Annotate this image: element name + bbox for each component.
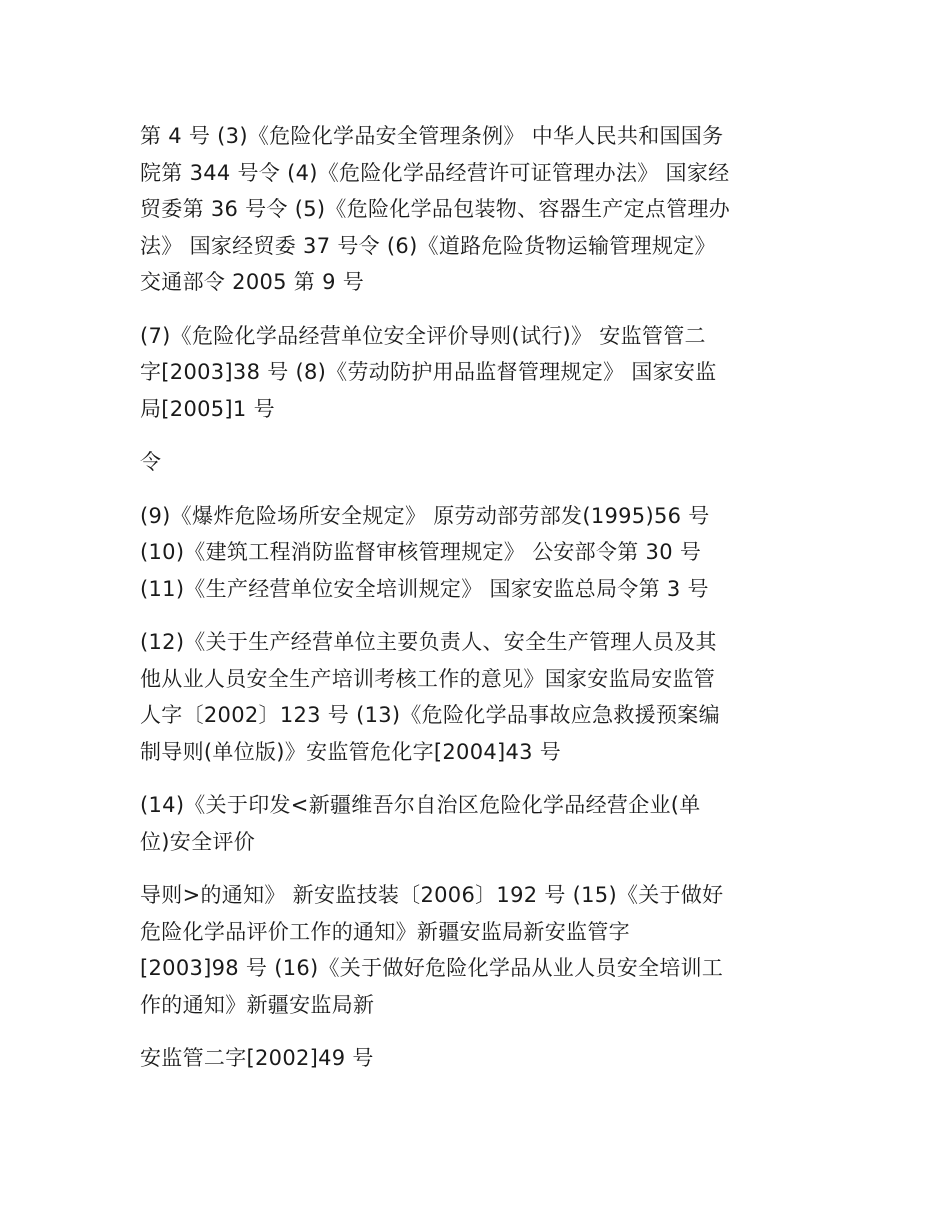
text-line: 制导则(单位版)》安监管危化字[2004]43 号 bbox=[140, 739, 562, 764]
text-line: (12)《关于生产经营单位主要负责人、安全生产管理人员及其 bbox=[140, 630, 717, 654]
text-line: 他从业人员安全生产培训考核工作的意见》国家安监局安监管 bbox=[140, 666, 716, 691]
text-line: 法》 国家经贸委 37 号令 (6)《道路危险货物运输管理规定》 bbox=[140, 233, 716, 258]
text-line: 交通部令 2005 第 9 号 bbox=[140, 270, 365, 294]
text-line: (10)《建筑工程消防监督审核管理规定》 公安部令第 30 号 bbox=[140, 540, 702, 564]
text-line: 人字〔2002〕123 号 (13)《危险化学品事故应急救援预案编 bbox=[140, 703, 720, 727]
text-line: 字[2003]38 号 (8)《劳动防护用品监督管理规定》 国家安监 bbox=[140, 360, 717, 384]
text-line: 局[2005]1 号 bbox=[140, 396, 275, 421]
paragraph-regulations-9-11 bbox=[140, 498, 820, 608]
paragraph-regulation-14 bbox=[140, 787, 820, 860]
text-line: 位)安全评价 bbox=[140, 829, 255, 854]
text-line: 安监管二字[2002]49 号 bbox=[140, 1046, 374, 1070]
paragraph-regulations-12-13 bbox=[140, 624, 820, 770]
paragraph-regulations-3-6 bbox=[140, 118, 820, 301]
paragraph-fragment-ling bbox=[140, 444, 820, 481]
text-line: 作的通知》新疆安监局新 bbox=[140, 992, 375, 1017]
text-line: (11)《生产经营单位安全培训规定》 国家安监总局令第 3 号 bbox=[140, 576, 709, 601]
text-line: 令 bbox=[140, 450, 162, 474]
document-body bbox=[140, 118, 820, 1094]
text-line: 贸委第 36 号令 (5)《危险化学品包装物、容器生产定点管理办 bbox=[140, 197, 731, 221]
paragraph-final-reference bbox=[140, 1040, 820, 1077]
text-line: (14)《关于印发<新疆维吾尔自治区危险化学品经营企业(单 bbox=[140, 793, 701, 817]
paragraph-regulations-15-16 bbox=[140, 877, 820, 1023]
paragraph-regulations-7-8 bbox=[140, 318, 820, 428]
text-line: (7)《危险化学品经营单位安全评价导则(试行)》 安监管管二 bbox=[140, 323, 706, 348]
text-line: 导则>的通知》 新安监技装〔2006〕192 号 (15)《关于做好 bbox=[140, 883, 724, 907]
text-line: 危险化学品评价工作的通知》新疆安监局新安监管字 bbox=[140, 919, 630, 944]
text-line: 院第 344 号令 (4)《危险化学品经营许可证管理办法》 国家经 bbox=[140, 160, 730, 185]
text-line: 第 4 号 (3)《危险化学品安全管理条例》 中华人民共和国国务 bbox=[140, 124, 724, 148]
text-line: (9)《爆炸危险场所安全规定》 原劳动部劳部发(1995)56 号 bbox=[140, 503, 710, 528]
text-line: [2003]98 号 (16)《关于做好危险化学品从业人员安全培训工 bbox=[140, 956, 724, 980]
